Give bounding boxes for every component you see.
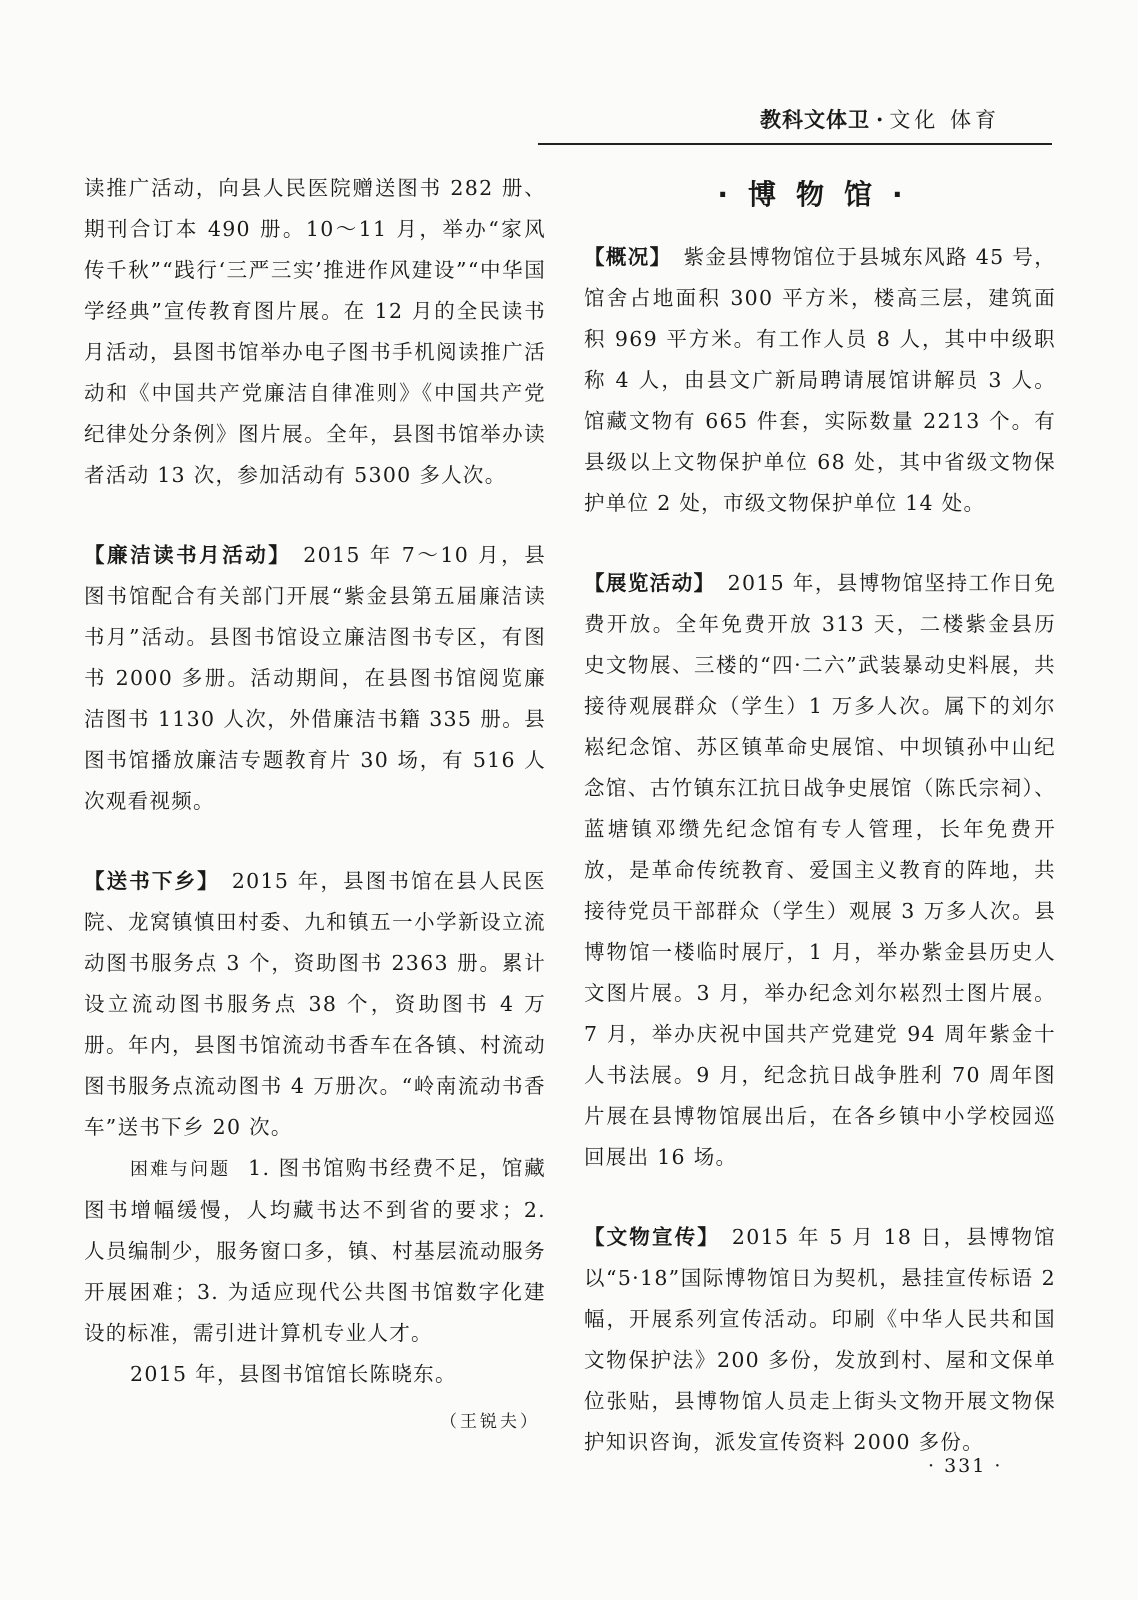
section-tag: 【展览活动】 (584, 571, 716, 595)
paragraph-text: 2015 年 5 月 18 日，县博物馆以“5·18”国际博物馆日为契机，悬挂宣传标语 2 幅，开展系列宣传活动。印刷《中华人民共和国文物保护法》200 多份，发放到村、屋和文保单位张贴，县博物馆人员走上街头文物开展文物保护知识咨询，派发宣传资料 2000 多份。 (584, 1225, 1056, 1454)
section-tag: 【概况】 (584, 245, 672, 269)
left-column (84, 168, 546, 1432)
paragraph: 2015 年，县图书馆馆长陈晓东。 (130, 1362, 457, 1386)
paragraph-text: 2015 年 7～10 月，县图书馆配合有关部门开展“紫金县第五届廉洁读书月”活动。县图书馆设立廉洁图书专区，有图书 2000 多册。活动期间，在县图书馆阅览廉洁图书 1130 人次，外借廉洁书籍 335 册。县图书馆播放廉洁专题教育片 30 场，有 516 人次观看视频。 (84, 543, 546, 813)
paragraph-text: 2015 年，县博物馆坚持工作日免费开放。全年免费开放 313 天，二楼紫金县历史文物展、三楼的“四·二六”武装暴动史料展，共接待观展群众（学生）1 万多人次。属下的刘尔崧纪念馆、苏区镇革命史展馆、中坝镇孙中山纪念馆、古竹镇东江抗日战争史展馆（陈氏宗祠）、蓝塘镇邓缵先纪念馆有专人管理，长年免费开放，是革命传统教育、爱国主义教育的阵地，共接待党员干部群众（学生）观展 3 万多人次。县博物馆一楼临时展厅，1 月，举办紫金县历史人文图片展。3 月，举办纪念刘尔崧烈士图片展。7 月，举办庆祝中国共产党建党 94 周年紫金十人书法展。9 月，纪念抗日战争胜利 70 周年图片展在县博物馆展出后，在各乡镇中小学校园巡回展出 16 场。 (584, 571, 1056, 1169)
section-tag: 【文物宣传】 (584, 1225, 720, 1249)
paragraph (584, 563, 1056, 1178)
header-title: 教科文体卫 (760, 108, 870, 132)
section-tag: 【送书下乡】 (84, 869, 220, 893)
paragraph (84, 861, 546, 1148)
run-in-heading: 困难与问题 (130, 1159, 231, 1180)
header-subtitle: 文化 体育 (889, 108, 1000, 132)
paragraph: 读推广活动，向县人民医院赠送图书 282 册、期刊合订本 490 册。10～11 月，举办“家风传千秋”“践行‘三严三实’推进作风建设”“中华国学经典”宣传教育图片展。在 12 月的全民读书月活动，县图书馆举办电子图书手机阅读推广活动和《中国共产党廉洁自律准则》《中国共产党纪律处分条例》图片展。全年，县图书馆举办读者活动 13 次，参加活动有 5300 多人次。 (84, 176, 546, 487)
running-header (760, 104, 1060, 134)
paragraph-text: 紫金县博物馆位于县城东风路 45 号，馆舍占地面积 300 平方米，楼高三层，建筑面积 969 平方米。有工作人员 8 人，其中中级职称 4 人，由县文广新局聘请展馆讲解员 3 人。馆藏文物有 665 件套，实际数量 2213 个。有县级以上文物保护单位 68 处，其中省级文物保护单位 2 处，市级文物保护单位 14 处。 (584, 245, 1056, 515)
paragraph-text: 1. 图书馆购书经费不足，馆藏图书增幅缓慢，人均藏书达不到省的要求；2. 人员编制少，服务窗口多，镇、村基层流动服务开展困难；3. 为适应现代公共图书馆数字化建设的标准，需引进计算机专业人才。 (84, 1156, 546, 1345)
header-separator: · (876, 107, 884, 132)
paragraph-text: 2015 年，县图书馆在县人民医院、龙窝镇慎田村委、九和镇五一小学新设立流动图书服务点 3 个，资助图书 2363 册。累计设立流动图书服务点 38 个，资助图书 4 万册。年内，县图书馆流动书香车在各镇、村流动图书服务点流动图书 4 万册次。“岭南流动书香车”送书下乡 20 次。 (84, 869, 546, 1139)
paragraph (584, 237, 1056, 524)
section-tag: 【廉洁读书月活动】 (84, 543, 292, 567)
section-title: ·博物馆· (717, 178, 923, 211)
header-rule (538, 143, 1052, 145)
page-number: · 331 · (928, 1455, 1003, 1477)
author-credit: （王锐夫） (440, 1412, 540, 1432)
right-column (584, 170, 1056, 1463)
paragraph (84, 535, 546, 822)
paragraph (84, 1148, 546, 1354)
paragraph (584, 1217, 1056, 1463)
